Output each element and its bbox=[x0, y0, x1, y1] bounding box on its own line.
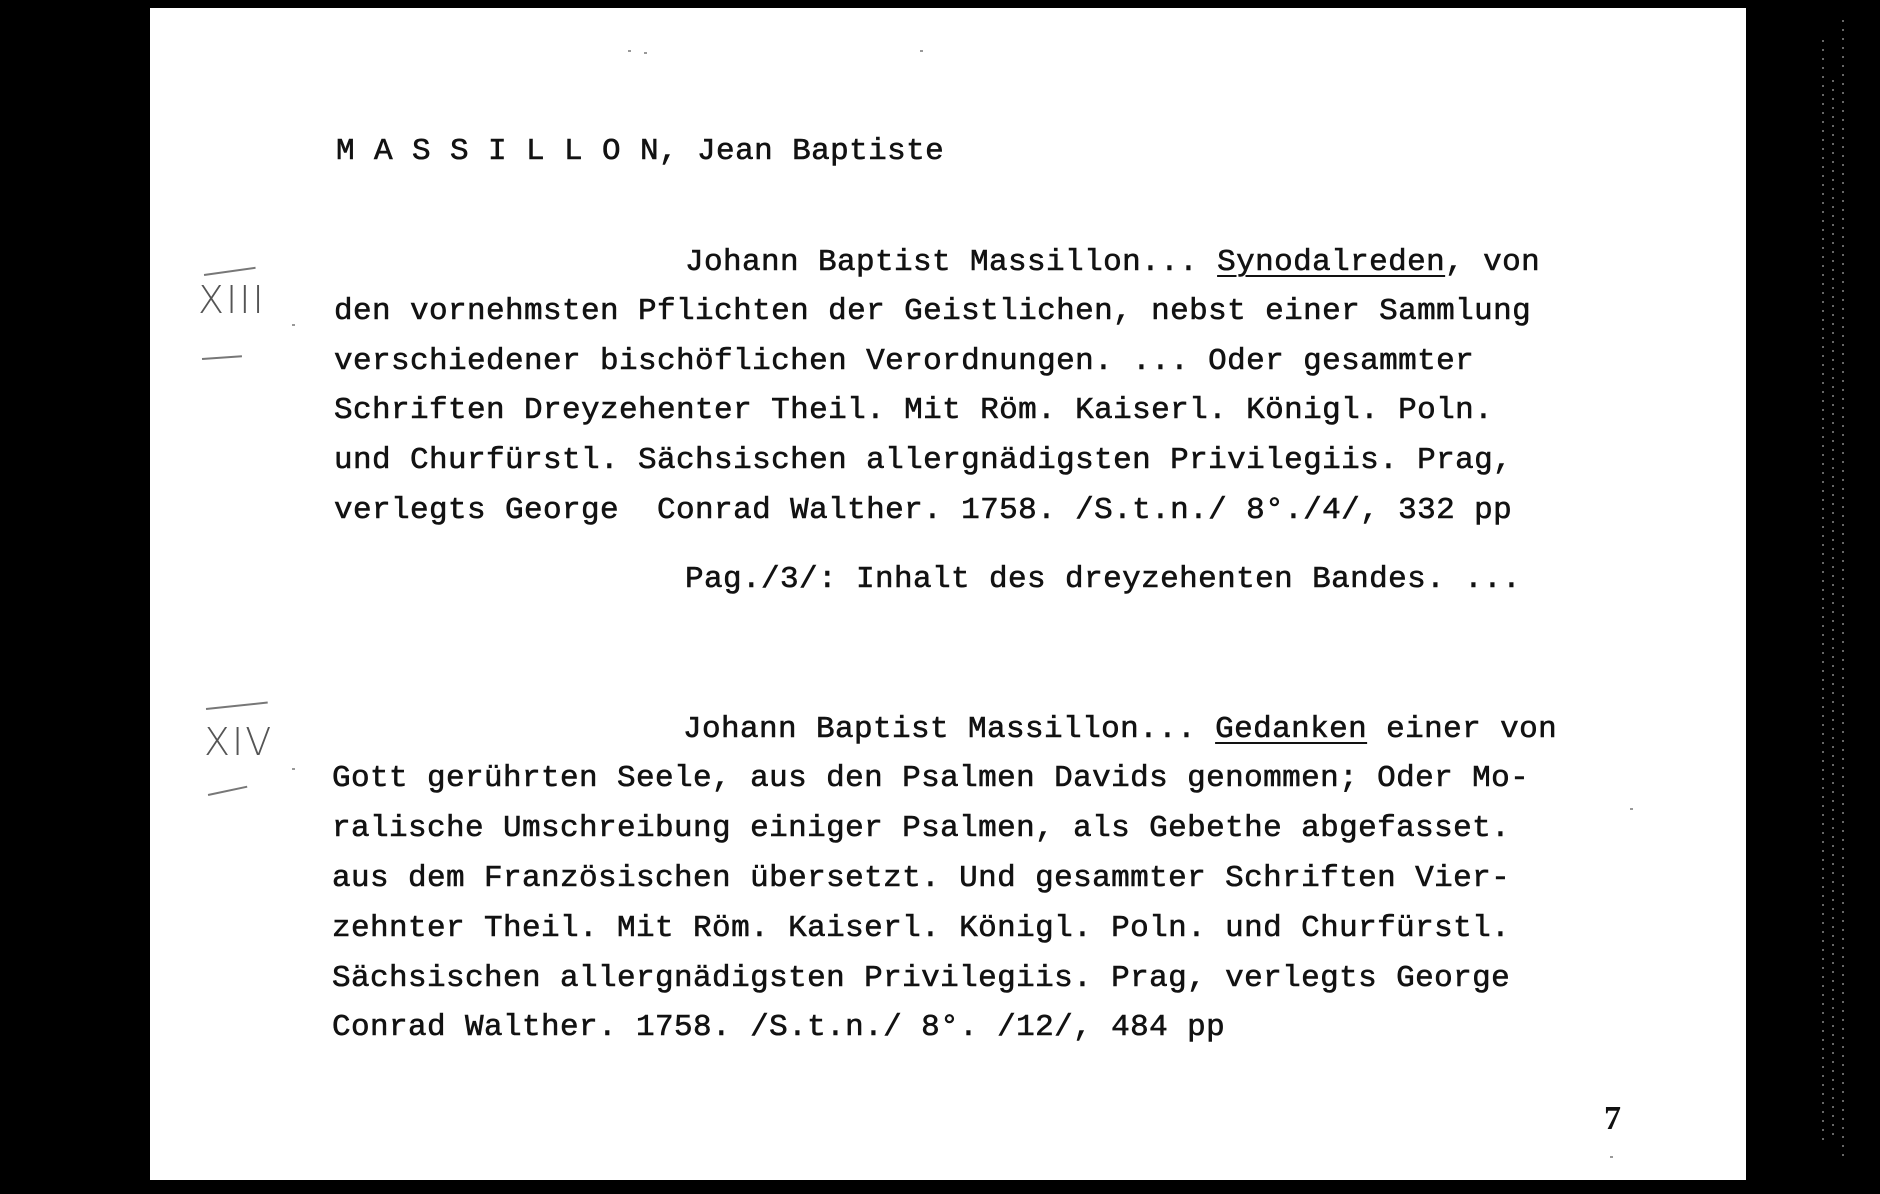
scan-speck bbox=[292, 768, 295, 770]
scan-border bbox=[1760, 0, 1880, 1194]
scan-speck bbox=[1610, 1156, 1613, 1158]
entry1-note: Pag./3/: Inhalt des dreyzehenten Bandes. ... bbox=[685, 562, 1522, 597]
entry2-line1-suffix: einer von bbox=[1367, 712, 1558, 747]
page-number: 7 bbox=[1604, 1100, 1621, 1137]
entry1-line: den vornehmsten Pflichten der Geistlichen, nebst einer Sammlung bbox=[334, 294, 1532, 329]
entry1-line1-prefix: Johann Baptist Massillon... bbox=[685, 245, 1218, 280]
scan-edge-noise bbox=[1842, 20, 1844, 1160]
entry2-line1-prefix: Johann Baptist Massillon... bbox=[683, 712, 1216, 747]
entry2-line: Conrad Walther. 1758. /S.t.n./ 8°. /12/, 484 pp bbox=[332, 1010, 1226, 1045]
scan-speck bbox=[920, 50, 923, 52]
pencil-mark bbox=[206, 702, 268, 710]
entry1-line: und Churfürstl. Sächsischen allergnädigsten Privilegiis. Prag, bbox=[334, 443, 1513, 478]
entry1-line: verlegts George Conrad Walther. 1758. /S.t.n./ 8°./4/, 332 pp bbox=[334, 493, 1513, 528]
entry1-title: Synodalreden bbox=[1217, 245, 1446, 280]
scan-edge-noise bbox=[1822, 40, 1824, 1140]
pencil-mark bbox=[204, 267, 256, 276]
entry2-line: Sächsischen allergnädigsten Privilegiis. Prag, verlegts George bbox=[332, 961, 1511, 996]
scan-speck bbox=[292, 324, 295, 326]
entry2-volume-note: XIV bbox=[204, 720, 274, 764]
entry2-line: Gott gerührten Seele, aus den Psalmen Davids genommen; Oder Mo- bbox=[332, 761, 1530, 796]
scan-speck bbox=[628, 50, 631, 52]
entry2-line: zehnter Theil. Mit Röm. Kaiserl. Königl. Poln. und Churfürstl. bbox=[332, 911, 1511, 946]
entry2-line: aus dem Französischen übersetzt. Und gesammter Schriften Vier- bbox=[332, 861, 1511, 896]
scan-speck bbox=[1630, 808, 1633, 810]
pencil-mark bbox=[202, 355, 242, 359]
entry1-line1-suffix: , von bbox=[1445, 245, 1541, 280]
catalog-card bbox=[150, 8, 1746, 1180]
entry1-volume-note: XIII bbox=[198, 278, 266, 322]
entry2-title: Gedanken bbox=[1215, 712, 1368, 747]
entry1-line1 bbox=[685, 247, 1540, 278]
entry2-line1 bbox=[683, 714, 1557, 745]
author-heading: M A S S I L L O N, Jean Baptiste bbox=[336, 134, 945, 169]
entry1-line: verschiedener bischöflichen Verordnungen. ... Oder gesammter bbox=[334, 344, 1475, 379]
entry2-line: ralische Umschreibung einiger Psalmen, als Gebethe abgefasset. bbox=[332, 811, 1511, 846]
entry1-line: Schriften Dreyzehenter Theil. Mit Röm. Kaiserl. Königl. Poln. bbox=[334, 393, 1494, 428]
scan-edge-noise bbox=[1832, 80, 1834, 1140]
pencil-mark bbox=[208, 786, 247, 796]
scan-speck bbox=[644, 52, 647, 54]
